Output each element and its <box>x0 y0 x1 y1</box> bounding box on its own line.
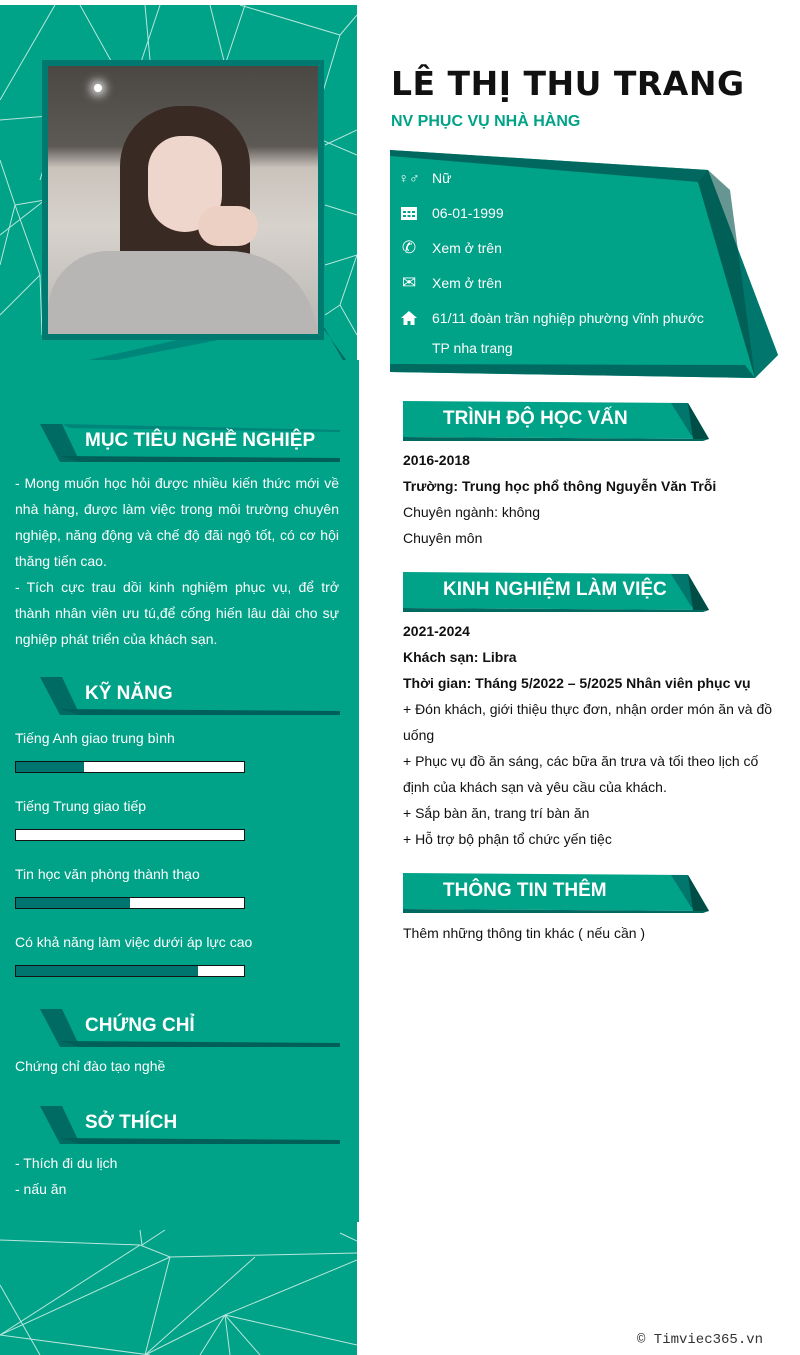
certificate-text: Chứng chỉ đào tạo nghề <box>15 1058 166 1074</box>
contact-birthday <box>398 201 504 225</box>
skill-fill <box>16 762 84 772</box>
education-period: 2016-2018 <box>403 452 470 468</box>
section-title: KỸ NĂNG <box>85 683 173 704</box>
skill-fill <box>16 966 198 976</box>
contact-value: 06-01-1999 <box>432 205 504 221</box>
candidate-name: LÊ THỊ THU TRANG <box>391 64 745 103</box>
skill-fill <box>16 898 130 908</box>
contact-value: Nữ <box>432 170 452 186</box>
section-header-objective <box>40 422 340 462</box>
experience-duty: + Đón khách, giới thiệu thực đơn, nhận order món ăn và đồ uống <box>403 701 773 743</box>
education-school: Trường: Trung học phổ thông Nguyễn Văn Trỗi <box>403 478 717 494</box>
section-header-experience <box>403 572 713 612</box>
skill-bar <box>15 761 245 773</box>
contact-value: Xem ở trên <box>432 240 502 256</box>
contact-value: Xem ở trên <box>432 275 502 291</box>
education-details <box>403 447 773 551</box>
experience-duty: + Phục vụ đồ ăn sáng, các bữa ăn trưa và tối theo lịch cố định của khách sạn và yêu cầu của khách. <box>403 753 759 795</box>
contact-gender <box>398 166 451 190</box>
contact-address <box>398 306 704 330</box>
skill-label: Tin học văn phòng thành thạo <box>15 866 200 882</box>
section-title: TRÌNH ĐỘ HỌC VẤN <box>443 408 628 429</box>
contact-value: 61/11 đoàn trần nghiệp phường vĩnh phước <box>432 310 704 326</box>
objective-text-1: - Mong muốn học hỏi được nhiều kiến thức mới về nhà hàng, được làm việc trong môi trường chuyên nghiệp, năng động và chế độ đãi ngộ tốt, có cơ hội thăng tiến cao. <box>15 475 339 569</box>
phone-icon: ✆ <box>401 238 417 257</box>
experience-duty: + Sắp bàn ăn, trang trí bàn ăn <box>403 805 590 821</box>
gender-icon: ♀♂ <box>398 170 420 186</box>
section-header-skills <box>40 675 340 715</box>
footer-copyright: © Timviec365.vn <box>637 1332 764 1348</box>
hobby-item: - nấu ăn <box>15 1181 67 1197</box>
hobby-item: - Thích đi du lịch <box>15 1155 118 1171</box>
contact-phone <box>398 236 502 260</box>
section-title: MỤC TIÊU NGHỀ NGHIỆP <box>85 430 316 451</box>
section-title: CHỨNG CHỈ <box>85 1015 195 1036</box>
job-title: NV PHỤC VỤ NHÀ HÀNG <box>391 113 581 130</box>
education-specialty: Chuyên môn <box>403 530 483 546</box>
objective-text-2: - Tích cực trau dồi kinh nghiệm phục vụ, để trở thành nhân viên ưu tú,để cống hiến lâu dài cho sự nghiệp phát triển của khách sạn. <box>15 579 339 647</box>
skill-bar <box>15 965 245 977</box>
experience-period: 2021-2024 <box>403 623 470 639</box>
home-icon <box>398 307 420 329</box>
section-title: THÔNG TIN THÊM <box>443 880 607 901</box>
contact-email <box>398 271 502 295</box>
contact-address-line2 <box>398 336 513 360</box>
skill-bar <box>15 897 245 909</box>
contact-value: TP nha trang <box>432 340 513 356</box>
profile-photo <box>48 66 318 334</box>
calendar-icon <box>398 202 420 224</box>
skill-label: Tiếng Trung giao tiếp <box>15 798 147 814</box>
section-header-certificates <box>40 1007 340 1047</box>
skill-label: Có khả năng làm việc dưới áp lực cao <box>15 934 253 950</box>
additional-text: Thêm những thông tin khác ( nếu cần ) <box>403 925 646 941</box>
skill-label: Tiếng Anh giao trung bình <box>15 730 175 746</box>
email-icon: ✉ <box>401 273 417 292</box>
profile-photo-frame <box>42 60 324 340</box>
section-header-hobbies <box>40 1104 340 1144</box>
experience-company: Khách sạn: Libra <box>403 649 517 665</box>
section-header-education <box>403 401 713 441</box>
section-header-additional <box>403 873 713 913</box>
section-title: KINH NGHIỆM LÀM VIỆC <box>443 579 667 600</box>
experience-position: Thời gian: Tháng 5/2022 – 5/2025 Nhân viên phục vụ <box>403 675 751 691</box>
experience-duty: + Hỗ trợ bộ phận tổ chức yến tiệc <box>403 831 612 847</box>
section-title: SỞ THÍCH <box>85 1112 178 1133</box>
education-major: Chuyên ngành: không <box>403 504 540 520</box>
skill-bar <box>15 829 245 841</box>
experience-details <box>403 618 773 852</box>
